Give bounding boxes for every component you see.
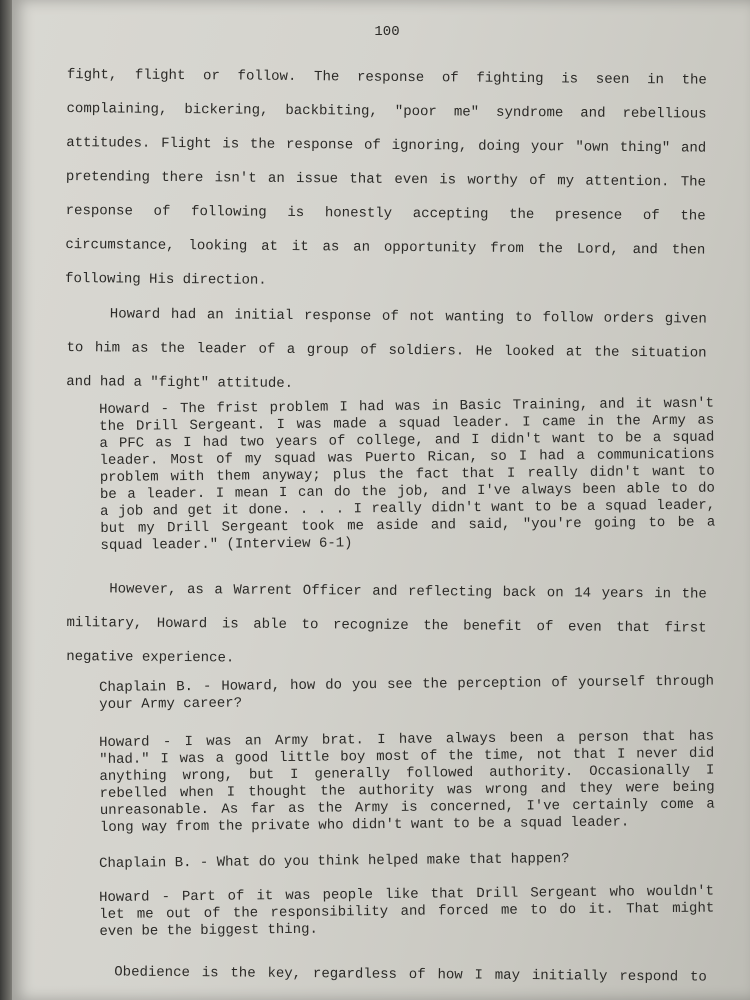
quote-line: leader. Most of my squad was Puerto Rican, so I had a communications <box>99 446 715 469</box>
text-line: military, Howard is able to recognize the benefit of even that first <box>66 614 707 637</box>
text-line: However, as a Warrent Officer and reflecting back on 14 years in the <box>66 580 707 603</box>
interview-answer-army-brat <box>99 729 715 837</box>
quote-line: Chaplain B. - What do you think helped make that happen? <box>99 851 570 872</box>
text-line: circumstance, looking at it as an opportunity from the Lord, and then <box>65 236 706 259</box>
quote-line: problem with them anyway; plus the fact that I really didn't want to <box>99 463 715 486</box>
text-line: and had a "fight" attitude. <box>66 373 294 392</box>
interview-question-perception <box>99 674 714 714</box>
quote-line: the Drill Sergeant. I was made a squad leader. I came in the Army as <box>99 412 715 435</box>
paragraph-warrent-officer <box>66 572 707 680</box>
quote-line: "had." I was a good little boy most of the time, not that I never did <box>99 745 715 768</box>
quote-line: Howard - The frist problem I had was in Basic Training, and it wasn't <box>99 395 715 418</box>
text-line: pretending there isn't an issue that even is worthy of my attention. The <box>65 168 707 191</box>
quote-line: a job and get it done. . . . I really didn't want to be a squad leader, <box>100 497 716 520</box>
text-line: Obedience is the key, regardless of how I may initially respond to <box>66 963 707 986</box>
interview-answer-drill-sergeant <box>99 884 715 941</box>
quote-line: Howard - I was an Army brat. I have always been a person that has <box>99 728 715 751</box>
quote-line: rebelled when I thought the authority was wrong and they were being <box>99 779 715 802</box>
text-line: attitudes. Flight is the response of ignoring, doing your "own thing" and <box>66 134 707 157</box>
quote-line: anything wrong, but I generally followed authority. Occasionally I <box>99 762 715 785</box>
interview-question-what-helped <box>99 850 714 873</box>
quote-line: even be the biggest thing. <box>99 921 318 940</box>
text-line: negative experience. <box>66 648 235 667</box>
text-line: complaining, bickering, backbiting, "poor me" syndrome and rebellious <box>66 100 707 123</box>
quote-line: let me out of the responsibility and forced me to do it. That might <box>99 900 715 923</box>
interview-quote-basic-training <box>99 396 716 555</box>
quote-line: be a leader. I mean I can do the job, and I've always been able to do <box>99 480 716 503</box>
text-line: Howard had an initial response of not wanting to follow orders given <box>66 305 707 328</box>
quote-line: unreasonable. As far as the Army is concerned, I've certainly come a <box>99 796 715 819</box>
text-line: response of following is honestly accepting the presence of the <box>65 202 706 225</box>
quote-line: your Army career? <box>99 695 243 713</box>
text-line: fight, flight or follow. The response of fighting is seen in the <box>66 66 707 89</box>
paragraph-obedience <box>67 955 707 995</box>
paragraph-howard-initial-response <box>66 297 707 405</box>
document-page <box>12 0 750 1000</box>
text-line: to him as the leader of a group of soldiers. He looked at the situation <box>66 339 707 362</box>
page-number: 100 <box>374 24 400 40</box>
paragraph-fight-flight-follow <box>65 58 707 302</box>
quote-line: Chaplain B. - Howard, how do you see the perception of yourself through <box>99 673 715 696</box>
quote-line: squad leader." (Interview 6-1) <box>100 535 353 554</box>
text-line: following His direction. <box>65 270 267 289</box>
quote-line: a PFC as I had two years of college, and I didn't want to be a squad <box>99 429 715 452</box>
quote-line: Howard - Part of it was people like that Drill Sergeant who wouldn't <box>99 883 715 906</box>
quote-line: long way from the private who didn't want to be a squad leader. <box>99 814 630 836</box>
quote-line: but my Drill Sergeant took me aside and said, "you're going to be a <box>100 514 716 537</box>
